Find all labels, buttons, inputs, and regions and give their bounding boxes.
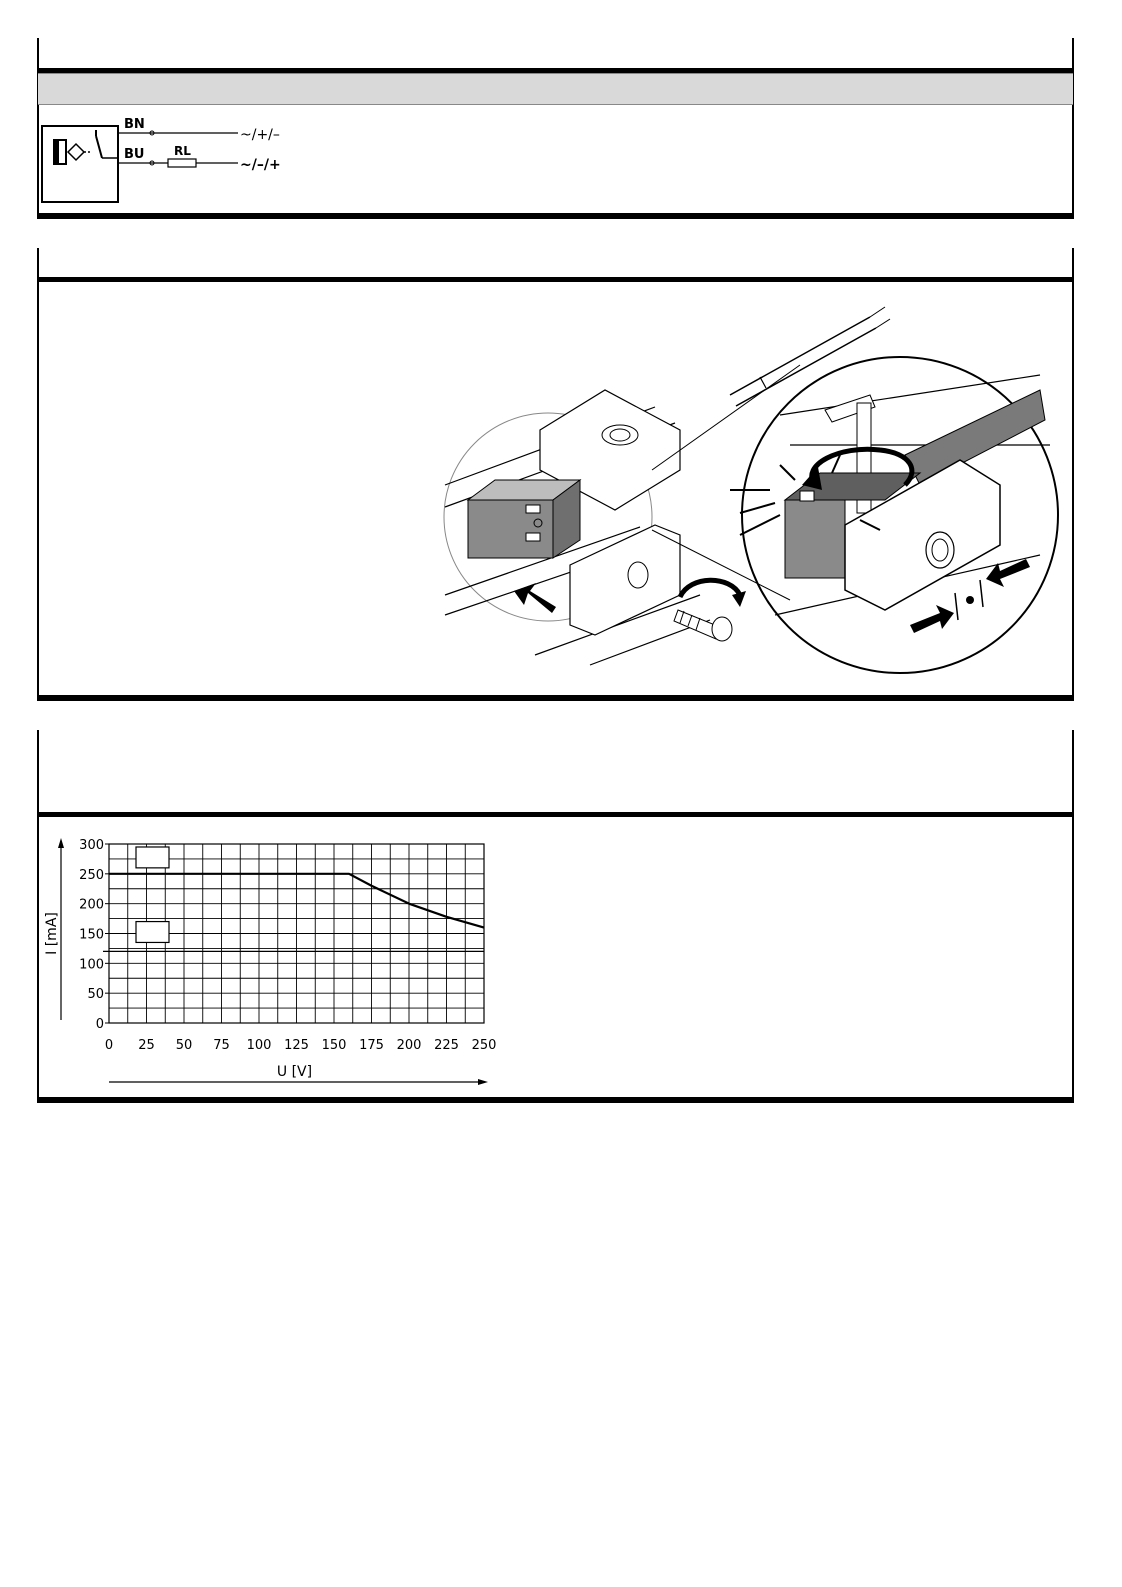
x-axis-arrowhead <box>478 1079 488 1085</box>
section2-right-edge <box>1072 248 1074 700</box>
cable-icon <box>730 307 890 406</box>
y-tick-label: 100 <box>79 957 104 973</box>
rl-label: RL <box>174 144 191 158</box>
load-resistor-icon <box>168 159 196 167</box>
x-tick-label: 75 <box>213 1038 230 1053</box>
y-axis-arrowhead <box>58 838 64 848</box>
section3-right-edge <box>1072 730 1074 1102</box>
terminal-bottom-label: ~/–/+ <box>240 157 281 173</box>
bu-label: BU <box>124 147 145 162</box>
section3-top-rule <box>37 812 1074 817</box>
sensor-block-left <box>468 480 580 558</box>
wiring-diagram <box>38 108 338 208</box>
x-tick-label: 25 <box>138 1038 155 1053</box>
mounting-illustration <box>440 295 1070 685</box>
x-tick-label: 125 <box>284 1038 309 1053</box>
x-tick-label: 150 <box>321 1038 347 1053</box>
x-axis-label: U [V] <box>276 1064 313 1080</box>
y-tick-label: 0 <box>95 1017 104 1032</box>
section1-header-bar <box>38 73 1073 105</box>
y-tick-label: 300 <box>79 838 104 853</box>
x-tick-label: 0 <box>104 1038 114 1053</box>
section1-right-edge <box>1072 38 1074 218</box>
proximity-sensor-icon <box>54 130 102 164</box>
push-arrow-icon <box>514 583 556 613</box>
x-tick-label: 225 <box>434 1038 459 1053</box>
section2-top-rule <box>37 277 1074 282</box>
terminal-top-label: ~/+/– <box>240 127 280 143</box>
y-tick-label: 250 <box>79 867 104 883</box>
section1-bottom-rule <box>37 213 1074 219</box>
screw-icon <box>674 610 732 641</box>
section3-bottom-rule <box>37 1097 1074 1103</box>
bn-label: BN <box>124 117 145 132</box>
y-axis-label: I [mA] <box>44 912 60 955</box>
section2-bottom-rule <box>37 695 1074 701</box>
x-tick-label: 175 <box>359 1038 384 1053</box>
x-tick-label: 200 <box>396 1038 422 1053</box>
legend-box <box>136 847 169 868</box>
legend-box <box>136 922 169 943</box>
y-tick-label: 150 <box>79 927 104 943</box>
x-tick-label: 50 <box>175 1038 193 1053</box>
section2-left-edge <box>37 248 39 700</box>
tighten-arrow-icon <box>680 580 740 597</box>
x-tick-label: 100 <box>246 1038 272 1053</box>
section3-left-edge <box>37 730 39 1102</box>
x-tick-label: 250 <box>471 1038 497 1053</box>
y-tick-label: 200 <box>79 897 104 913</box>
current-voltage-chart <box>40 830 520 1095</box>
y-tick-label: 50 <box>87 987 104 1003</box>
